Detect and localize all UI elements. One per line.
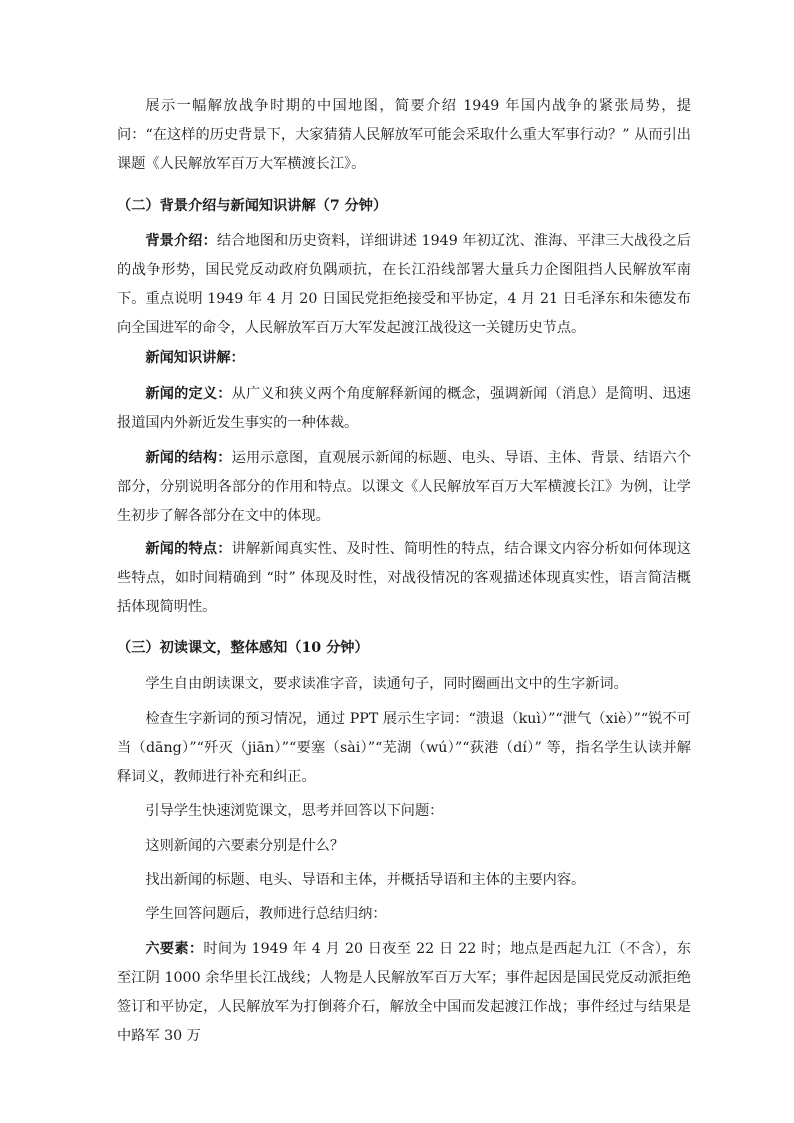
section-2-heading: （二）背景介绍与新闻知识讲解（7 分钟） <box>117 198 388 214</box>
features-paragraph <box>117 535 691 622</box>
structure-paragraph <box>117 444 691 531</box>
six-elements-paragraph <box>117 935 691 1051</box>
features-text: 讲解新闻真实性、及时性、简明性的特点，结合课文内容分析如何体现这些特点，如时间精确到 “时” 体现及时性，对战役情况的客观描述体现真实性，语言简洁概括体现简明性。 <box>117 541 691 615</box>
definition-paragraph <box>117 380 691 438</box>
read-aloud-paragraph: 学生自由朗读课文，要求读准字音，读通句子，同时圈画出文中的生字新词。 <box>145 676 628 692</box>
structure-text: 运用示意图，直观展示新闻的标题、电头、导语、主体、背景、结语六个部分，分别说明各部分的作用和特点。以课文《人民解放军百万大军横渡长江》为例，让学生初步了解各部分在文中的体现。 <box>117 450 691 524</box>
question-2: 找出新闻的标题、电头、导语和主体，并概括导语和主体的主要内容。 <box>145 872 586 888</box>
six-elements-text: 时间为 1949 年 4 月 20 日夜至 22 日 22 时；地点是西起九江（不含），东至江阴 1000 余华里长江战线；人物是人民解放军百万大军；事件起因是国民党反动派拒绝签订和平协定，人民解放军为打倒蒋介石，解放全中国而发起渡江作战；事件经过与结果是中路军 30 万 <box>117 941 691 1044</box>
background-label: 背景介绍： <box>145 233 217 249</box>
six-elements-label: 六要素： <box>145 941 204 957</box>
question-1: 这则新闻的六要素分别是什么？ <box>145 838 345 854</box>
structure-label: 新闻的结构： <box>145 450 232 466</box>
background-paragraph <box>117 227 691 343</box>
vocabulary-paragraph: 检查生字新词的预习情况，通过 PPT 展示生字词：“溃退（kuì）”“泄气（xiè）”“锐不可当（dāng）”“歼灭（jiān）”“要塞（sài）”“芜湖（wú）”“荻港（dí）” 等，指名学生认读并解释词义，教师进行补充和纠正。 <box>117 711 691 785</box>
definition-text: 从广义和狭义两个角度解释新闻的概念，强调新闻（消息）是简明、迅速报道国内外新近发生事实的一种体裁。 <box>117 386 691 431</box>
browse-instruction: 引导学生快速浏览课文，思考并回答以下问题： <box>145 803 444 819</box>
news-knowledge-label: 新闻知识讲解： <box>145 350 245 366</box>
section-3-heading: （三）初读课文，整体感知（10 分钟） <box>117 640 369 656</box>
intro-paragraph: 展示一幅解放战争时期的中国地图，简要介绍 1949 年国内战争的紧张局势，提问：“在这样的历史背景下，大家猜猜人民解放军可能会采取什么重大军事行动？” 从而引出课题《人民解放军百万大军横渡长江》。 <box>117 98 691 172</box>
background-text: 结合地图和历史资料，详细讲述 1949 年初辽沈、淮海、平津三大战役之后的战争形势，国民党反动政府负隅顽抗，在长江沿线部署大量兵力企图阻挡人民解放军南下。重点说明 1949 年 4 月 20 日国民党拒绝接受和平协定，4 月 21 日毛泽东和朱德发布向全国进军的命令，人民解放军百万大军发起渡江战役这一关键历史节点。 <box>117 233 691 336</box>
summary-instruction: 学生回答问题后，教师进行总结归纳： <box>145 906 387 922</box>
definition-label: 新闻的定义： <box>145 386 232 402</box>
news-knowledge-heading <box>117 344 691 373</box>
features-label: 新闻的特点： <box>145 541 232 557</box>
